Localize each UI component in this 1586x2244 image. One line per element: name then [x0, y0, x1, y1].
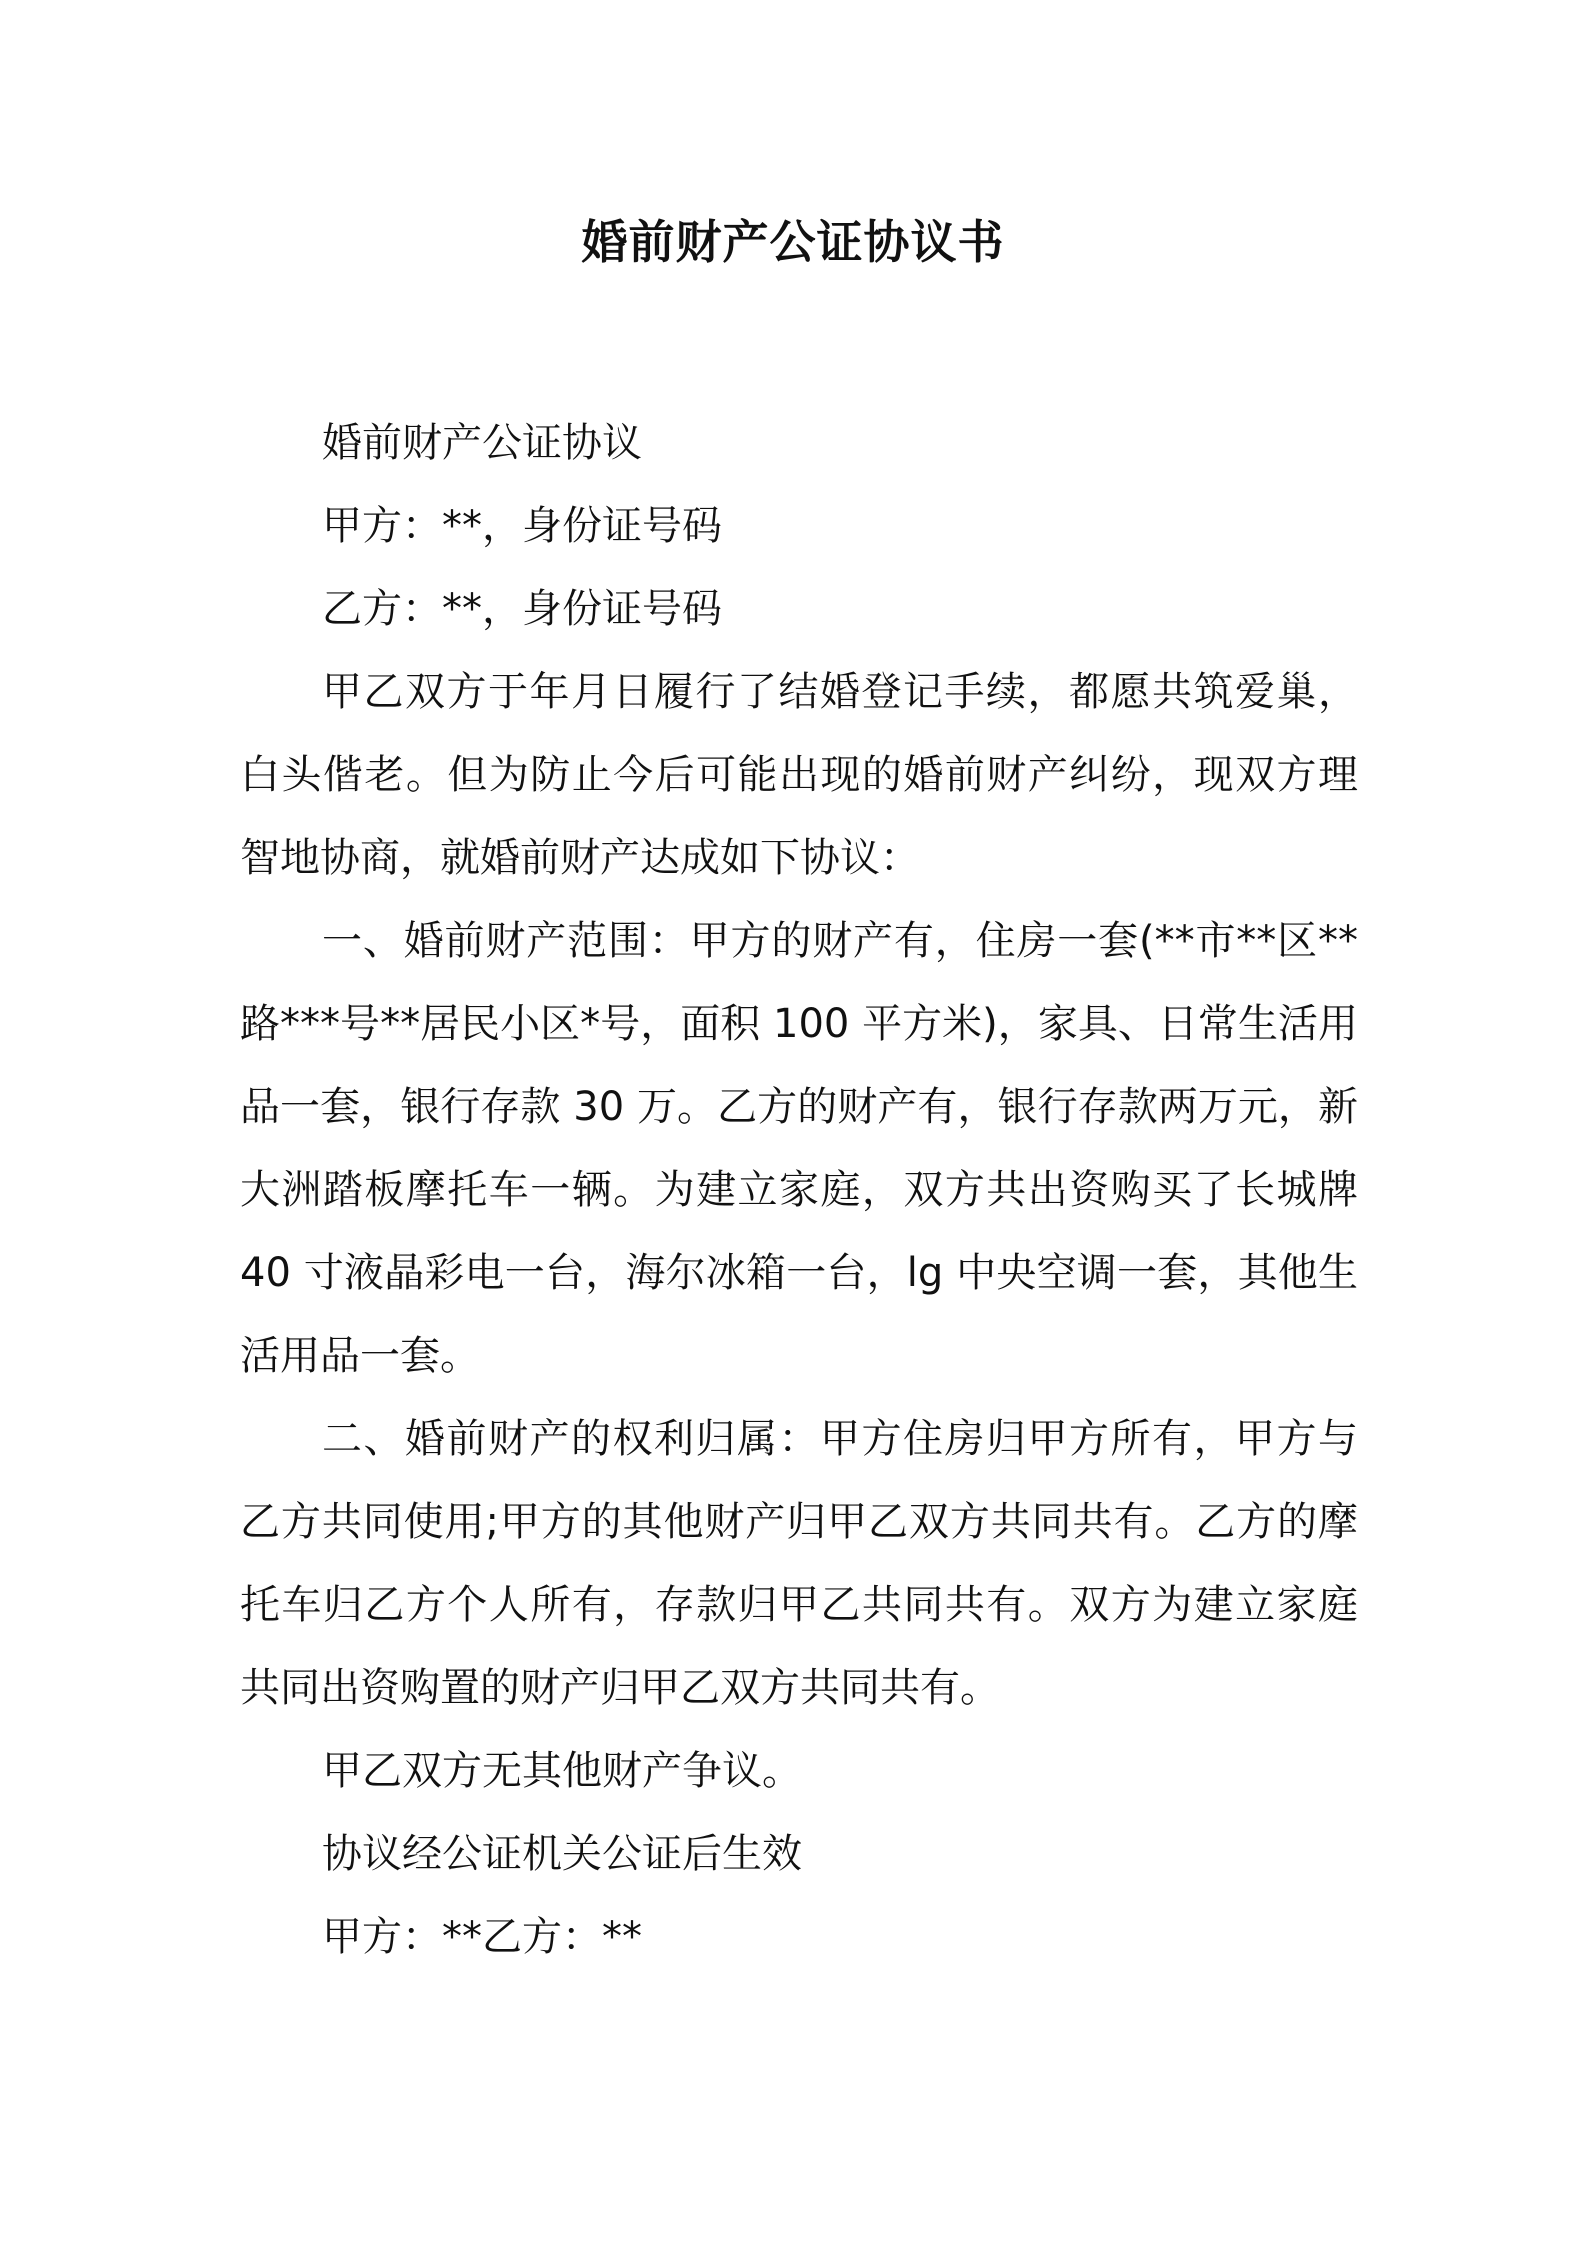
- document-body: [240, 402, 1358, 1979]
- no-dispute-statement: 甲乙双方无其他财产争议。: [322, 1748, 802, 1794]
- preamble-paragraph: 甲乙双方于年月日履行了结婚登记手续，都愿共筑爱巢，白头偕老。但为防止今后可能出现的婚前财产纠纷，现双方理智地协商，就婚前财产达成如下协议：: [240, 669, 1358, 881]
- document-title: 婚前财产公证协议书: [581, 215, 1005, 269]
- agreement-subtitle: 婚前财产公证协议: [322, 420, 642, 466]
- signature-line: 甲方：**乙方：**: [322, 1914, 642, 1960]
- party-b-line: 乙方：**，身份证号码: [322, 586, 722, 632]
- party-a-line: 甲方：**，身份证号码: [322, 503, 722, 549]
- effective-statement: 协议经公证机关公证后生效: [322, 1831, 802, 1877]
- clause-2-property-ownership: 二、婚前财产的权利归属：甲方住房归甲方所有，甲方与乙方共同使用;甲方的其他财产归甲乙双方共同共有。乙方的摩托车归乙方个人所有，存款归甲乙共同共有。双方为建立家庭共同出资购置的财产归甲乙双方共同共有。: [240, 1416, 1358, 1711]
- clause-1-property-scope: 一、婚前财产范围：甲方的财产有，住房一套(**市**区**路***号**居民小区*号，面积 100 平方米)，家具、日常生活用品一套，银行存款 30 万。乙方的财产有，银行存款两万元，新大洲踏板摩托车一辆。为建立家庭，双方共出资购买了长城牌 40 寸液晶彩电一台，海尔冰箱一台，lg 中央空调一套，其他生活用品一套。: [240, 918, 1358, 1379]
